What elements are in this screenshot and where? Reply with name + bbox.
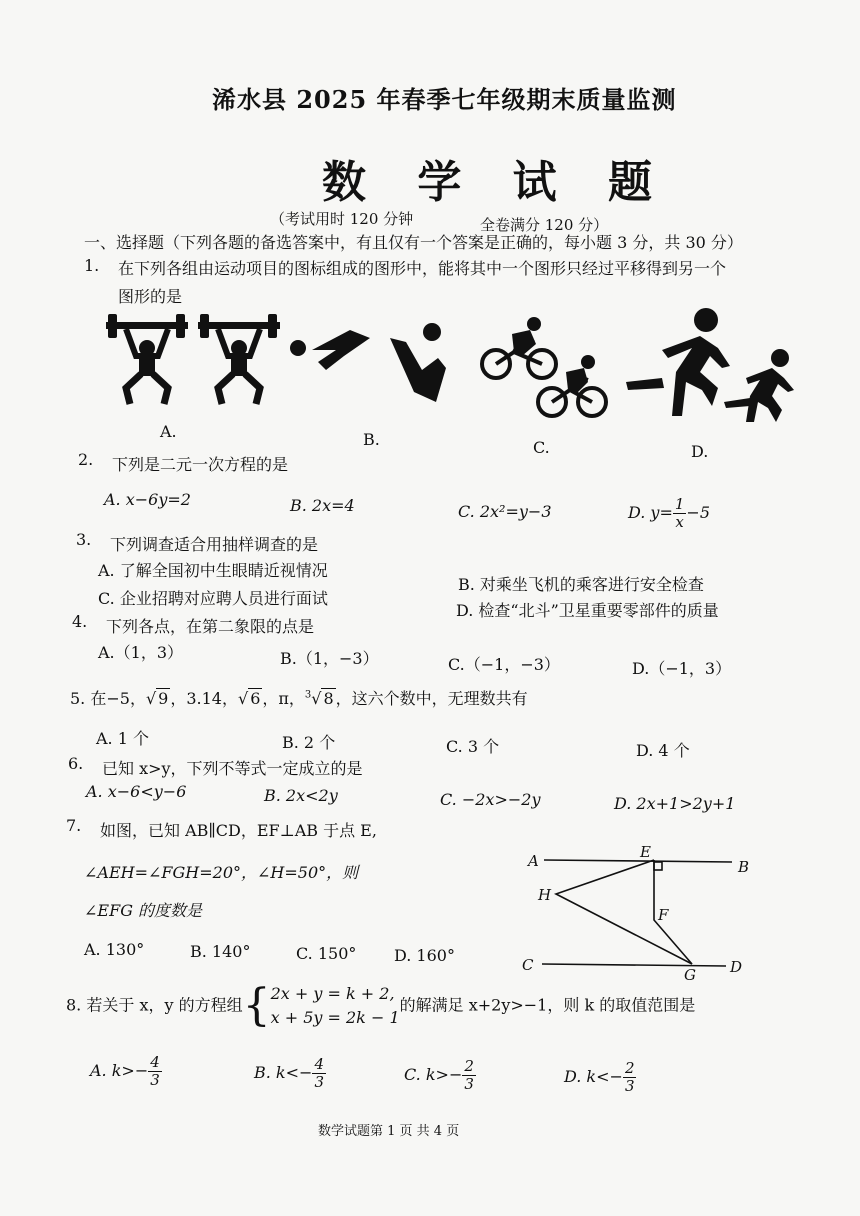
q4-option-c: C.（−1，−3） <box>448 655 560 674</box>
fig-label-h: H <box>538 886 552 904</box>
weightlifter-pictogram-pair <box>106 312 284 412</box>
q6-number: 6. <box>68 754 84 773</box>
q2-option-c: C. 2x²=y−3 <box>458 502 552 521</box>
q4-option-a: A.（1，3） <box>98 643 184 662</box>
q5-option-b: B. 2 个 <box>282 733 336 752</box>
q3-stem: 下列调查适合用抽样调查的是 <box>110 535 319 554</box>
section-heading: 一、选择题（下列各题的备选答案中，有且仅有一个答案是正确的，每小题 3 分，共 30 分） <box>84 233 743 252</box>
subject-title: 数 学 试 题 <box>322 157 670 208</box>
q8-stem: 8. 若关于 x，y 的方程组 { 2x + y = k + 2, x + 5y = 2k − 1 的解满足 x+2y>−1，则 k 的取值范围是 <box>66 980 696 1031</box>
fig-label-g: G <box>684 966 696 980</box>
q3-option-d: D. 检查“北斗”卫星重要零部件的质量 <box>456 601 719 620</box>
exam-time: （考试用时 120 分钟 <box>270 210 414 228</box>
q3-option-a: A. 了解全国初中生眼睛近视情况 <box>98 561 328 580</box>
fig-label-d: D <box>730 958 743 976</box>
q2-option-a: A. x−6y=2 <box>104 490 191 509</box>
q4-stem: 下列各点，在第二象限的点是 <box>106 617 315 636</box>
q1-number: 1. <box>84 256 100 275</box>
q8-option-a: A. k>− $\frac{4}{3}$ <box>90 1053 160 1089</box>
q5-stem: 5. 在−5，√ 9 ，3.14，√ 6 ，π，$^3$√ 8 ，这六个数中，无理数共有 <box>70 689 528 708</box>
q2-stem: 下列是二元一次方程的是 <box>112 455 289 474</box>
q1-stem-line1: 在下列各组由运动项目的图标组成的图形中，能将其中一个图形只经过平移得到另一个 <box>118 259 727 278</box>
q4-number: 4. <box>72 612 88 631</box>
cyclist-pictogram-pair <box>476 312 612 420</box>
q4-option-b: B.（1，−3） <box>280 649 379 668</box>
q5-option-a: A. 1 个 <box>96 729 149 748</box>
q6-option-d: D. 2x+1>2y+1 <box>614 794 736 813</box>
q1-stem-line2: 图形的是 <box>118 287 183 306</box>
q1-option-d: D. <box>691 442 709 461</box>
q7-geometry-figure <box>516 840 766 980</box>
q5-option-c: C. 3 个 <box>446 737 500 756</box>
q7-option-c: C. 150° <box>296 944 357 963</box>
q1-option-b: B. <box>363 430 380 449</box>
q7-option-b: B. 140° <box>190 942 251 961</box>
exam-score: 全卷满分 120 分） <box>480 216 609 234</box>
q6-option-c: C. −2x>−2y <box>440 790 541 809</box>
q2-option-d: D. y= $\frac{1}{x}$ −5 <box>628 495 711 531</box>
q1-option-c: C. <box>533 438 550 457</box>
fig-label-b: B <box>738 858 750 876</box>
q8-option-c: C. k>− $\frac{2}{3}$ <box>404 1057 474 1093</box>
q7-stem-line2: ∠AEH=∠FGH=20°，∠H=50°，则 <box>84 863 359 882</box>
q6-option-b: B. 2x<2y <box>264 786 338 805</box>
q3-number: 3. <box>76 530 92 549</box>
fig-label-f: F <box>658 906 669 924</box>
q8-option-d: D. k<− $\frac{2}{3}$ <box>564 1059 635 1095</box>
q6-option-a: A. x−6<y−6 <box>86 782 187 801</box>
diving-pictogram-pair <box>288 318 458 410</box>
q7-option-d: D. 160° <box>394 946 455 965</box>
q7-stem-line1: 如图，已知 AB∥CD，EF⊥AB 于点 E, <box>100 821 377 840</box>
q1-option-a: A. <box>160 422 177 441</box>
q8-option-b: B. k<− $\frac{4}{3}$ <box>254 1055 324 1091</box>
q7-number: 7. <box>66 816 82 835</box>
q7-option-a: A. 130° <box>84 940 145 959</box>
q2-option-b: B. 2x=4 <box>290 496 355 515</box>
runner-pictogram-pair <box>622 306 798 428</box>
fig-label-e: E <box>640 843 651 861</box>
page-footer: 数学试题第 1 页 共 4 页 <box>318 1124 460 1139</box>
fig-label-c: C <box>522 956 534 974</box>
q3-option-b: B. 对乘坐飞机的乘客进行安全检查 <box>458 575 704 594</box>
fig-label-a: A <box>528 852 539 870</box>
exam-title: 浠水县 2025 年春季七年级期末质量监测 <box>212 85 677 114</box>
q4-option-d: D.（−1，3） <box>632 659 732 678</box>
q2-number: 2. <box>78 450 94 469</box>
q5-option-d: D. 4 个 <box>636 741 690 760</box>
q3-option-c: C. 企业招聘对应聘人员进行面试 <box>98 589 328 608</box>
q6-stem: 已知 x>y，下列不等式一定成立的是 <box>102 759 363 778</box>
q7-stem-line3: ∠EFG 的度数是 <box>84 901 203 920</box>
